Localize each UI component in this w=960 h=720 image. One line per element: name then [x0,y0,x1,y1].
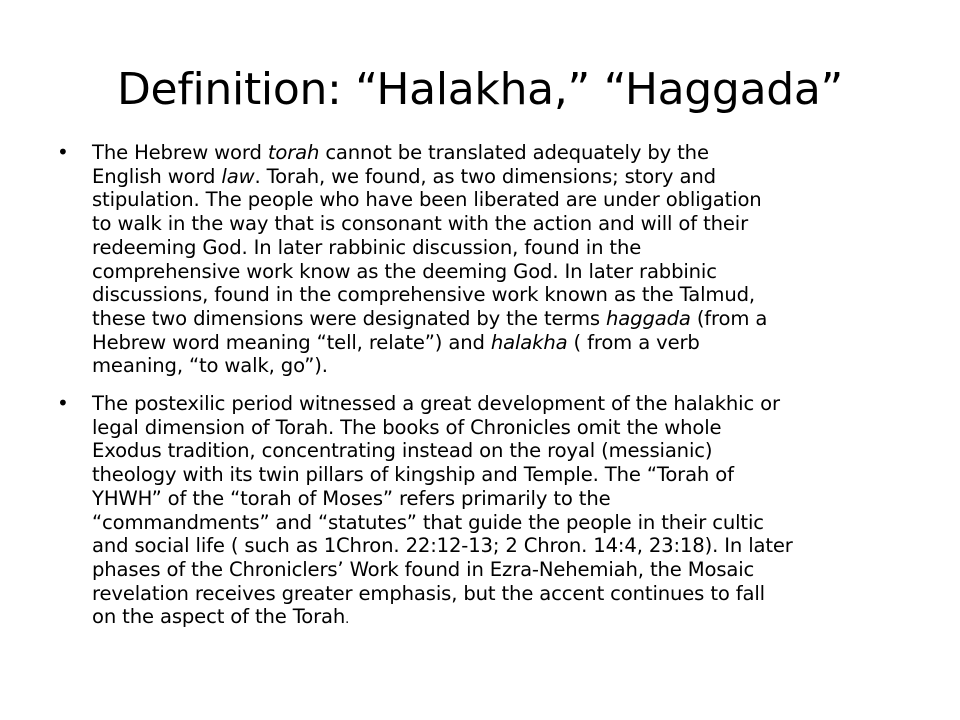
text-line: Exodus tradition, concentrating instead on the royal (messianic) [92,439,713,463]
text-line [92,307,922,331]
text-line: phases of the Chroniclers’ Work found in Ezra-Nehemiah, the Mosaic [92,557,755,581]
bullet-item-postexilic [57,391,922,632]
bullet-dot-icon: • [57,140,69,164]
italic-term-halakha: halakha [490,330,568,354]
bullet-dot-icon: • [57,391,69,416]
text-line: stipulation. The people who have been liberated are under obligation [92,188,762,212]
italic-term-torah: torah [267,141,320,164]
text-line: legal dimension of Torah. The books of Chronicles omit the whole [92,415,722,439]
text-line: meaning, “to walk, go”). [92,354,328,378]
text-run: English word [92,164,222,188]
text-line [92,331,922,355]
text-run: The Hebrew word [92,141,268,164]
text-run: cannot be translated adequately by the [319,141,709,164]
italic-term-haggada: haggada [606,306,691,330]
text-line: The postexilic period witnessed a great development of the halakhic or [92,392,780,416]
text-run: Hebrew word meaning “tell, relate”) and [92,330,491,354]
text-run: (from a [690,306,768,330]
text-line: redeeming God. In later rabbinic discussion, found in the [92,235,642,259]
bullet-item-halakha-haggada [57,140,922,378]
text-run: these two dimensions were designated by the terms [92,306,607,330]
text-line [92,165,922,189]
italic-term-law: law [221,164,255,188]
bullet-list [57,140,922,632]
text-line: YHWH” of the “torah of Moses” refers primarily to the [92,486,611,510]
text-run: . [345,612,350,628]
text-run: ( from a verb [567,330,700,354]
text-line [92,605,922,632]
text-run: . Torah, we found, as two dimensions; story and [254,164,716,188]
text-line: comprehensive work know as the deeming God. In later rabbinic [92,259,717,283]
text-line: to walk in the way that is consonant with the action and will of their [92,212,748,236]
slide-title: Definition: “Halakha,” “Haggada” [116,64,844,115]
text-line: “commandments” and “statutes” that guide the people in their cultic [92,510,764,534]
text-run: on the aspect of the Torah [92,605,346,629]
text-line: theology with its twin pillars of kingship and Temple. The “Torah of [92,463,734,487]
text-line: discussions, found in the comprehensive work known as the Talmud, [92,283,755,307]
text-line: and social life ( such as 1Chron. 22:12-13; 2 Chron. 14:4, 23:18). In later [92,534,793,558]
text-line: revelation receives greater emphasis, but the accent continues to fall [92,581,765,605]
text-line [92,141,922,165]
